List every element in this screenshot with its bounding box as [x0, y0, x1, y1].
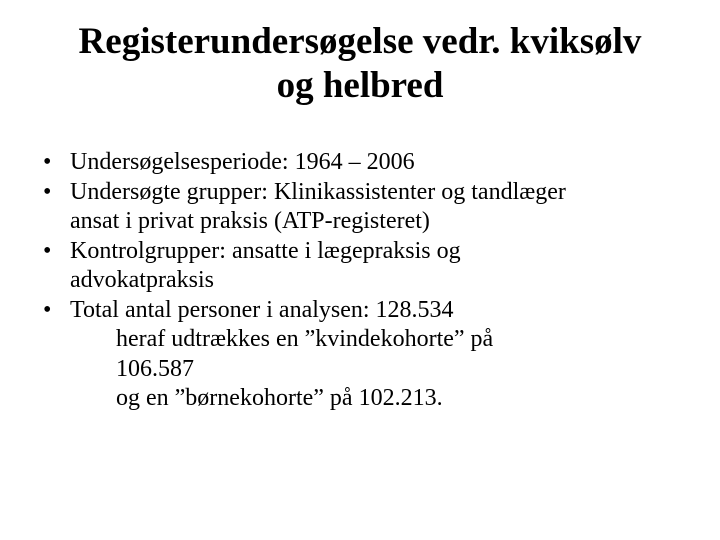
bullet-dot-icon: • [43, 296, 52, 323]
bullet-text-continuation: ansat i privat praksis (ATP-registeret) [70, 208, 430, 234]
sub-paragraph [0, 325, 720, 414]
bullet-text-continuation: advokatpraksis [70, 267, 214, 293]
bullet-dot-icon: • [43, 149, 52, 175]
bullet-dot-icon: • [43, 237, 52, 264]
bullet-dot-icon: • [43, 178, 52, 205]
bullet-text: Undersøgte grupper: Klinikassistenter og tandlæger [70, 178, 566, 205]
bullet-item-control-groups [0, 237, 720, 296]
sub-line: og en ”børnekohorte” på 102.213. [116, 385, 443, 411]
bullet-text: Total antal personer i analysen: 128.534 [70, 296, 454, 323]
title-line-2: og helbred [276, 65, 444, 106]
bullet-text: Kontrolgrupper: ansatte i lægepraksis og [70, 237, 461, 264]
slide-title [20, 20, 700, 108]
bullet-list [0, 148, 720, 414]
title-line-1: Registerundersøgelse vedr. kviksølv [78, 21, 642, 62]
bullet-item-total [0, 296, 720, 326]
bullet-item-groups [0, 178, 720, 237]
sub-line: heraf udtrækkes en ”kvindekohorte” på [116, 326, 494, 352]
sub-line: 106.587 [116, 355, 194, 382]
bullet-item-period [0, 148, 720, 178]
bullet-text: Undersøgelsesperiode: 1964 – 2006 [70, 149, 415, 175]
